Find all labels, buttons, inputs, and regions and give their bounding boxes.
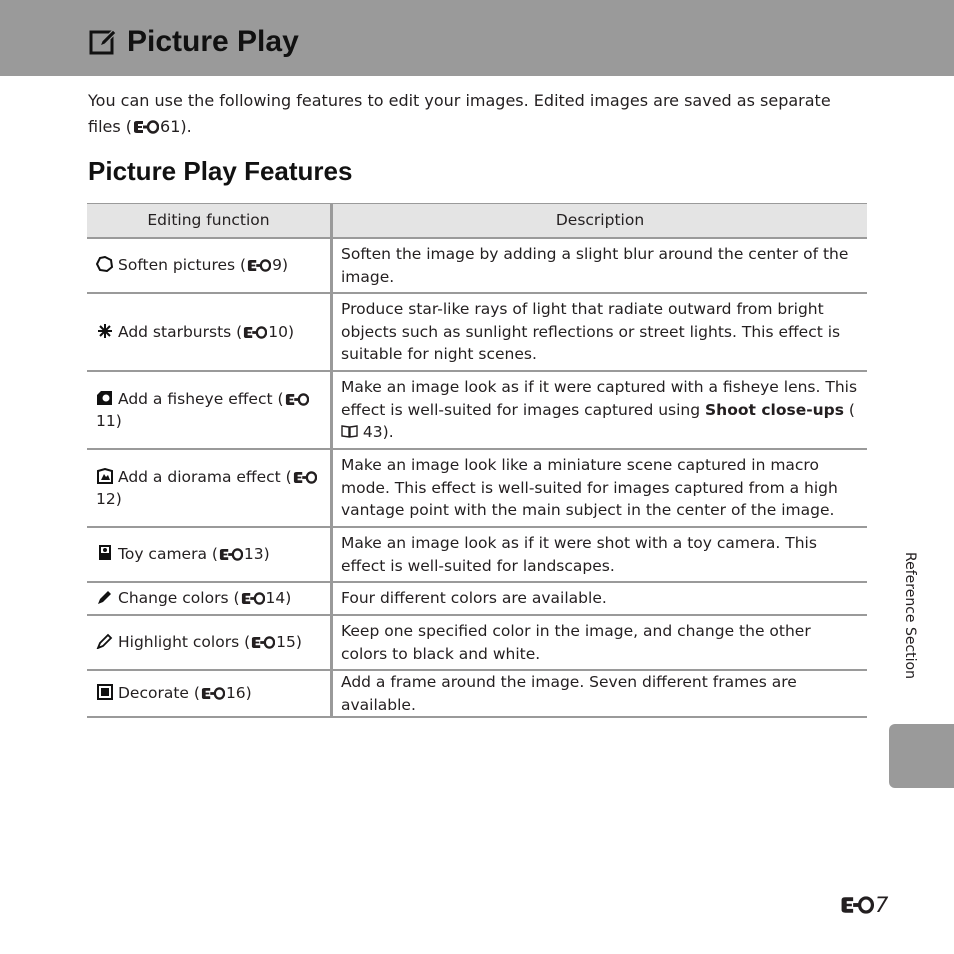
function-cell: Add a fisheye effect (11)	[87, 371, 332, 449]
table-row	[87, 527, 867, 582]
description-cell: Make an image look as if it were shot with a toy camera. This effect is well-suited for landscapes.	[332, 527, 868, 582]
function-cell: Decorate ( 16)	[87, 670, 332, 717]
table-row	[87, 449, 867, 527]
soften-icon	[96, 256, 114, 272]
reference-e-icon	[247, 259, 271, 272]
table-row	[87, 293, 867, 371]
function-cell: Toy camera ( 13)	[87, 527, 332, 582]
starburst-icon	[96, 323, 114, 339]
table-row	[87, 371, 867, 449]
page-number-text: 7	[875, 893, 889, 917]
description-cell: Produce star-like rays of light that radiate outward from bright objects such as sunlight reflections or street lights. This effect is suitable for night scenes.	[332, 293, 868, 371]
page-title-text: Picture Play	[127, 25, 299, 58]
fisheye-icon	[96, 390, 114, 406]
description-cell: Make an image look like a miniature scene captured in macro mode. This effect is well-suited for images captured from a high vantage point with the main subject in the center of the image.	[332, 449, 868, 527]
reference-e-icon	[243, 326, 267, 339]
page-title	[88, 22, 299, 62]
reference-e-icon	[201, 687, 225, 700]
page-number	[840, 893, 888, 917]
description-cell: Four different colors are available.	[332, 582, 868, 615]
diorama-icon	[96, 468, 114, 484]
intro-paragraph: You can use the following features to edit your images. Edited images are saved as separate files ( 61).	[88, 91, 831, 136]
header-editing-function: Editing function	[87, 204, 332, 239]
reference-e-icon	[133, 120, 159, 134]
features-table	[87, 203, 867, 718]
section-tab	[889, 724, 954, 788]
description-cell: Soften the image by adding a slight blur around the center of the image.	[332, 238, 868, 293]
table-row	[87, 582, 867, 615]
function-cell: Change colors ( 14)	[87, 582, 332, 615]
function-cell: Add starbursts ( 10)	[87, 293, 332, 371]
picture-play-icon	[88, 27, 118, 57]
highlight-colors-icon	[96, 633, 114, 649]
reference-e-icon	[219, 548, 243, 561]
description-cell: Keep one specified color in the image, and change the other colors to black and white.	[332, 615, 868, 670]
function-cell: Soften pictures ( 9)	[87, 238, 332, 293]
table-header-row	[87, 204, 867, 239]
shoot-close-ups-label: Shoot close-ups	[705, 400, 844, 419]
side-section-label: Reference Section	[902, 552, 918, 679]
book-page-icon	[341, 425, 358, 438]
change-colors-icon	[96, 589, 114, 605]
reference-e-icon	[241, 592, 265, 605]
decorate-icon	[96, 684, 114, 700]
reference-e-icon	[293, 471, 317, 484]
table-row	[87, 670, 867, 717]
toy-camera-icon	[96, 545, 114, 561]
function-cell: Highlight colors ( 15)	[87, 615, 332, 670]
table-row	[87, 238, 867, 293]
reference-e-icon	[840, 896, 874, 914]
function-cell: Add a diorama effect (12)	[87, 449, 332, 527]
reference-e-icon	[251, 636, 275, 649]
section-title: Picture Play Features	[88, 156, 353, 186]
description-cell: Add a frame around the image. Seven different frames are available.	[332, 670, 868, 717]
header-description: Description	[332, 204, 868, 239]
table-row	[87, 615, 867, 670]
reference-e-icon	[285, 393, 309, 406]
description-cell: Make an image look as if it were captured with a fisheye lens. This effect is well-suited for images captured using Shoot close-ups ( 43).	[332, 371, 868, 449]
